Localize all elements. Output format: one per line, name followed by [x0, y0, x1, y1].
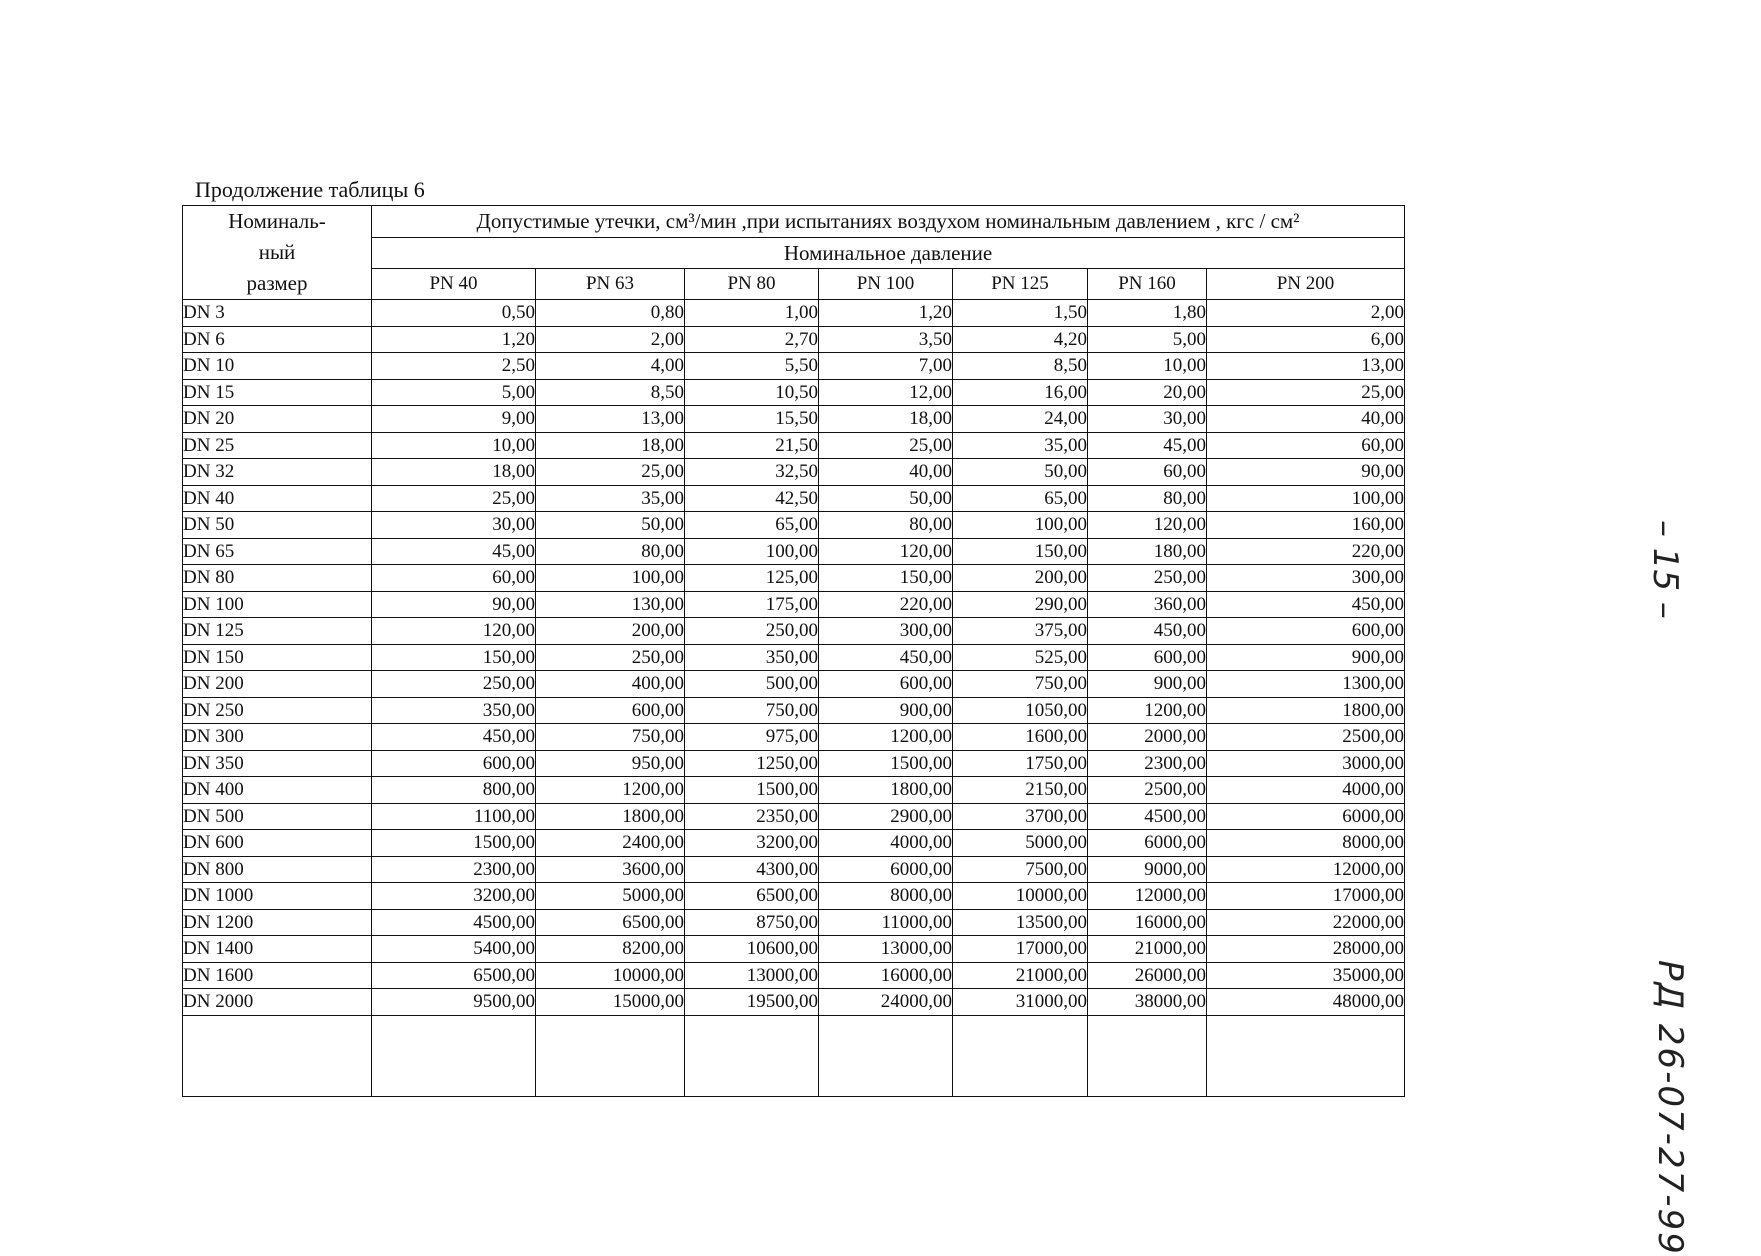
- table-row: [183, 644, 1405, 671]
- leakage-value-cell: 30,00: [372, 512, 536, 539]
- leakage-value-cell: 5400,00: [372, 936, 536, 963]
- leakage-value-cell: 400,00: [536, 671, 685, 698]
- leakage-value-cell: 1,20: [372, 326, 536, 353]
- table-row: [183, 353, 1405, 380]
- pn-column-header: PN 80: [685, 269, 819, 300]
- nominal-size-cell: DN 200: [183, 671, 372, 698]
- leakage-value-cell: 600,00: [372, 750, 536, 777]
- table-row: [183, 936, 1405, 963]
- table-row: [183, 777, 1405, 804]
- leakage-value-cell: 42,50: [685, 485, 819, 512]
- leakage-value-cell: 300,00: [1207, 565, 1405, 592]
- nominal-size-header: [183, 206, 372, 300]
- table-row: [183, 512, 1405, 539]
- leakage-value-cell: 180,00: [1088, 538, 1207, 565]
- leakage-value-cell: 16000,00: [819, 962, 953, 989]
- leakage-value-cell: 6,00: [1207, 326, 1405, 353]
- nominal-size-cell: DN 10: [183, 353, 372, 380]
- table-row: [183, 406, 1405, 433]
- nominal-size-header-line: Номиналь-: [228, 209, 326, 233]
- leakage-value-cell: 5000,00: [536, 883, 685, 910]
- leakage-value-cell: 48000,00: [1207, 989, 1405, 1016]
- nominal-size-cell: DN 400: [183, 777, 372, 804]
- leakage-value-cell: 40,00: [819, 459, 953, 486]
- leakage-value-cell: 8750,00: [685, 909, 819, 936]
- nominal-size-cell: DN 125: [183, 618, 372, 645]
- leakage-value-cell: 750,00: [953, 671, 1088, 698]
- nominal-size-cell: DN 1200: [183, 909, 372, 936]
- leakage-value-cell: 0,50: [372, 300, 536, 327]
- nominal-size-cell: DN 25: [183, 432, 372, 459]
- leakage-table: [182, 205, 1405, 1097]
- leakage-value-cell: 1300,00: [1207, 671, 1405, 698]
- document-code: РД 26-07-27-99: [1650, 960, 1690, 1256]
- leakage-value-cell: 31000,00: [953, 989, 1088, 1016]
- nominal-size-cell: DN 32: [183, 459, 372, 486]
- leakage-value-cell: 450,00: [819, 644, 953, 671]
- pn-column-header: PN 100: [819, 269, 953, 300]
- leakage-value-cell: 360,00: [1088, 591, 1207, 618]
- leakage-value-cell: 35,00: [536, 485, 685, 512]
- table-row: [183, 697, 1405, 724]
- table-row: [183, 459, 1405, 486]
- allowable-leakage-header: Допустимые утечки, см³/мин ,при испытаниях воздухом номинальным давлением , кгс / см²: [372, 206, 1405, 238]
- leakage-value-cell: 21,50: [685, 432, 819, 459]
- leakage-value-cell: 11000,00: [819, 909, 953, 936]
- pn-column-header: PN 63: [536, 269, 685, 300]
- leakage-value-cell: 3700,00: [953, 803, 1088, 830]
- leakage-value-cell: 3000,00: [1207, 750, 1405, 777]
- leakage-value-cell: 80,00: [536, 538, 685, 565]
- leakage-value-cell: 2300,00: [372, 856, 536, 883]
- leakage-value-cell: 3200,00: [372, 883, 536, 910]
- leakage-value-cell: 1,80: [1088, 300, 1207, 327]
- leakage-value-cell: 290,00: [953, 591, 1088, 618]
- leakage-value-cell: 350,00: [685, 644, 819, 671]
- empty-cell: [1207, 1015, 1405, 1096]
- nominal-size-cell: DN 40: [183, 485, 372, 512]
- table-row: [183, 565, 1405, 592]
- leakage-value-cell: 1800,00: [1207, 697, 1405, 724]
- table-row: [183, 883, 1405, 910]
- leakage-value-cell: 175,00: [685, 591, 819, 618]
- leakage-value-cell: 750,00: [685, 697, 819, 724]
- leakage-value-cell: 65,00: [953, 485, 1088, 512]
- leakage-value-cell: 5,00: [1088, 326, 1207, 353]
- leakage-value-cell: 15,50: [685, 406, 819, 433]
- leakage-value-cell: 1500,00: [819, 750, 953, 777]
- leakage-value-cell: 100,00: [1207, 485, 1405, 512]
- leakage-value-cell: 220,00: [819, 591, 953, 618]
- leakage-value-cell: 38000,00: [1088, 989, 1207, 1016]
- leakage-value-cell: 90,00: [1207, 459, 1405, 486]
- leakage-value-cell: 65,00: [685, 512, 819, 539]
- table-empty-row: [183, 1015, 1405, 1096]
- empty-cell: [953, 1015, 1088, 1096]
- leakage-value-cell: 1050,00: [953, 697, 1088, 724]
- leakage-value-cell: 1600,00: [953, 724, 1088, 751]
- leakage-value-cell: 25,00: [819, 432, 953, 459]
- leakage-value-cell: 1200,00: [819, 724, 953, 751]
- leakage-value-cell: 950,00: [536, 750, 685, 777]
- leakage-value-cell: 3,50: [819, 326, 953, 353]
- leakage-value-cell: 150,00: [953, 538, 1088, 565]
- leakage-value-cell: 4000,00: [1207, 777, 1405, 804]
- table-row: [183, 830, 1405, 857]
- leakage-value-cell: 15000,00: [536, 989, 685, 1016]
- leakage-value-cell: 2900,00: [819, 803, 953, 830]
- leakage-value-cell: 8,50: [953, 353, 1088, 380]
- leakage-value-cell: 17000,00: [953, 936, 1088, 963]
- leakage-value-cell: 1100,00: [372, 803, 536, 830]
- leakage-value-cell: 100,00: [536, 565, 685, 592]
- leakage-value-cell: 1200,00: [536, 777, 685, 804]
- leakage-value-cell: 525,00: [953, 644, 1088, 671]
- table-row: [183, 724, 1405, 751]
- leakage-value-cell: 8000,00: [1207, 830, 1405, 857]
- leakage-value-cell: 50,00: [953, 459, 1088, 486]
- nominal-size-cell: DN 50: [183, 512, 372, 539]
- leakage-value-cell: 900,00: [819, 697, 953, 724]
- leakage-value-cell: 12,00: [819, 379, 953, 406]
- leakage-value-cell: 450,00: [1207, 591, 1405, 618]
- leakage-value-cell: 150,00: [819, 565, 953, 592]
- leakage-value-cell: 45,00: [372, 538, 536, 565]
- leakage-value-cell: 120,00: [819, 538, 953, 565]
- leakage-value-cell: 375,00: [953, 618, 1088, 645]
- leakage-value-cell: 2400,00: [536, 830, 685, 857]
- leakage-value-cell: 24000,00: [819, 989, 953, 1016]
- leakage-value-cell: 6000,00: [819, 856, 953, 883]
- nominal-size-cell: DN 15: [183, 379, 372, 406]
- leakage-value-cell: 10,00: [1088, 353, 1207, 380]
- leakage-value-cell: 600,00: [1088, 644, 1207, 671]
- leakage-value-cell: 26000,00: [1088, 962, 1207, 989]
- table-row: [183, 591, 1405, 618]
- leakage-value-cell: 22000,00: [1207, 909, 1405, 936]
- leakage-value-cell: 1250,00: [685, 750, 819, 777]
- pn-column-header: PN 200: [1207, 269, 1405, 300]
- leakage-value-cell: 2,70: [685, 326, 819, 353]
- leakage-value-cell: 9500,00: [372, 989, 536, 1016]
- table-body: [183, 300, 1405, 1097]
- leakage-value-cell: 25,00: [536, 459, 685, 486]
- nominal-size-cell: DN 1000: [183, 883, 372, 910]
- table-row: [183, 856, 1405, 883]
- leakage-value-cell: 600,00: [1207, 618, 1405, 645]
- nominal-size-cell: DN 250: [183, 697, 372, 724]
- leakage-value-cell: 80,00: [1088, 485, 1207, 512]
- pn-column-header: PN 40: [372, 269, 536, 300]
- leakage-value-cell: 6500,00: [372, 962, 536, 989]
- leakage-value-cell: 7,00: [819, 353, 953, 380]
- leakage-value-cell: 60,00: [1207, 432, 1405, 459]
- leakage-value-cell: 28000,00: [1207, 936, 1405, 963]
- leakage-value-cell: 60,00: [1088, 459, 1207, 486]
- table-row: [183, 485, 1405, 512]
- leakage-value-cell: 45,00: [1088, 432, 1207, 459]
- leakage-value-cell: 0,80: [536, 300, 685, 327]
- table-row: [183, 989, 1405, 1016]
- leakage-value-cell: 4300,00: [685, 856, 819, 883]
- empty-cell: [372, 1015, 536, 1096]
- leakage-value-cell: 25,00: [372, 485, 536, 512]
- table-row: [183, 803, 1405, 830]
- nominal-size-cell: DN 2000: [183, 989, 372, 1016]
- leakage-value-cell: 10000,00: [536, 962, 685, 989]
- leakage-value-cell: 4500,00: [1088, 803, 1207, 830]
- nominal-size-cell: DN 1600: [183, 962, 372, 989]
- leakage-value-cell: 150,00: [372, 644, 536, 671]
- leakage-value-cell: 90,00: [372, 591, 536, 618]
- leakage-value-cell: 125,00: [685, 565, 819, 592]
- leakage-value-cell: 6000,00: [1207, 803, 1405, 830]
- leakage-value-cell: 10600,00: [685, 936, 819, 963]
- leakage-value-cell: 100,00: [685, 538, 819, 565]
- table-row: [183, 618, 1405, 645]
- leakage-value-cell: 24,00: [953, 406, 1088, 433]
- leakage-value-cell: 8000,00: [819, 883, 953, 910]
- leakage-value-cell: 200,00: [953, 565, 1088, 592]
- leakage-value-cell: 80,00: [819, 512, 953, 539]
- leakage-value-cell: 2500,00: [1088, 777, 1207, 804]
- leakage-value-cell: 2,50: [372, 353, 536, 380]
- leakage-value-cell: 40,00: [1207, 406, 1405, 433]
- empty-cell: [1088, 1015, 1207, 1096]
- nominal-size-cell: DN 500: [183, 803, 372, 830]
- leakage-value-cell: 13000,00: [685, 962, 819, 989]
- nominal-size-cell: DN 65: [183, 538, 372, 565]
- leakage-value-cell: 900,00: [1207, 644, 1405, 671]
- leakage-value-cell: 3600,00: [536, 856, 685, 883]
- leakage-value-cell: 16,00: [953, 379, 1088, 406]
- leakage-value-cell: 10,50: [685, 379, 819, 406]
- leakage-value-cell: 1,00: [685, 300, 819, 327]
- leakage-value-cell: 1750,00: [953, 750, 1088, 777]
- leakage-value-cell: 10000,00: [953, 883, 1088, 910]
- leakage-value-cell: 60,00: [372, 565, 536, 592]
- table-row: [183, 671, 1405, 698]
- leakage-value-cell: 250,00: [536, 644, 685, 671]
- leakage-value-cell: 19500,00: [685, 989, 819, 1016]
- leakage-value-cell: 30,00: [1088, 406, 1207, 433]
- leakage-value-cell: 600,00: [819, 671, 953, 698]
- leakage-value-cell: 250,00: [685, 618, 819, 645]
- leakage-value-cell: 2,00: [536, 326, 685, 353]
- leakage-value-cell: 50,00: [536, 512, 685, 539]
- table-row: [183, 326, 1405, 353]
- nominal-size-header-line: ный: [258, 240, 296, 264]
- nominal-size-cell: DN 6: [183, 326, 372, 353]
- leakage-value-cell: 900,00: [1088, 671, 1207, 698]
- leakage-value-cell: 1,50: [953, 300, 1088, 327]
- leakage-value-cell: 8,50: [536, 379, 685, 406]
- leakage-value-cell: 32,50: [685, 459, 819, 486]
- table-row: [183, 538, 1405, 565]
- leakage-value-cell: 2150,00: [953, 777, 1088, 804]
- empty-cell: [819, 1015, 953, 1096]
- leakage-value-cell: 4000,00: [819, 830, 953, 857]
- leakage-value-cell: 100,00: [953, 512, 1088, 539]
- table-row: [183, 750, 1405, 777]
- leakage-value-cell: 500,00: [685, 671, 819, 698]
- leakage-value-cell: 1800,00: [819, 777, 953, 804]
- leakage-value-cell: 25,00: [1207, 379, 1405, 406]
- leakage-value-cell: 200,00: [536, 618, 685, 645]
- pn-column-header: PN 160: [1088, 269, 1207, 300]
- nominal-size-cell: DN 350: [183, 750, 372, 777]
- nominal-size-cell: DN 300: [183, 724, 372, 751]
- table-row: [183, 432, 1405, 459]
- leakage-value-cell: 1,20: [819, 300, 953, 327]
- leakage-value-cell: 21000,00: [1088, 936, 1207, 963]
- leakage-value-cell: 9,00: [372, 406, 536, 433]
- leakage-value-cell: 250,00: [1088, 565, 1207, 592]
- leakage-value-cell: 5,50: [685, 353, 819, 380]
- leakage-value-cell: 5000,00: [953, 830, 1088, 857]
- leakage-value-cell: 6500,00: [536, 909, 685, 936]
- leakage-value-cell: 13,00: [536, 406, 685, 433]
- table-row: [183, 909, 1405, 936]
- leakage-value-cell: 750,00: [536, 724, 685, 751]
- nominal-size-cell: DN 800: [183, 856, 372, 883]
- table-row: [183, 300, 1405, 327]
- leakage-value-cell: 35,00: [953, 432, 1088, 459]
- empty-cell: [183, 1015, 372, 1096]
- leakage-value-cell: 2000,00: [1088, 724, 1207, 751]
- leakage-value-cell: 17000,00: [1207, 883, 1405, 910]
- leakage-value-cell: 2,00: [1207, 300, 1405, 327]
- leakage-value-cell: 1500,00: [685, 777, 819, 804]
- leakage-value-cell: 2300,00: [1088, 750, 1207, 777]
- leakage-value-cell: 16000,00: [1088, 909, 1207, 936]
- leakage-value-cell: 975,00: [685, 724, 819, 751]
- leakage-value-cell: 8200,00: [536, 936, 685, 963]
- leakage-value-cell: 12000,00: [1088, 883, 1207, 910]
- leakage-value-cell: 250,00: [372, 671, 536, 698]
- leakage-value-cell: 20,00: [1088, 379, 1207, 406]
- leakage-value-cell: 13000,00: [819, 936, 953, 963]
- table-row: [183, 379, 1405, 406]
- leakage-value-cell: 220,00: [1207, 538, 1405, 565]
- leakage-value-cell: 120,00: [1088, 512, 1207, 539]
- leakage-value-cell: 350,00: [372, 697, 536, 724]
- leakage-value-cell: 3200,00: [685, 830, 819, 857]
- leakage-value-cell: 12000,00: [1207, 856, 1405, 883]
- leakage-value-cell: 6500,00: [685, 883, 819, 910]
- leakage-value-cell: 13500,00: [953, 909, 1088, 936]
- nominal-size-cell: DN 600: [183, 830, 372, 857]
- nominal-size-header-line: размер: [246, 271, 308, 295]
- leakage-value-cell: 18,00: [819, 406, 953, 433]
- page-number: – 15 –: [1645, 520, 1685, 619]
- leakage-value-cell: 160,00: [1207, 512, 1405, 539]
- leakage-value-cell: 18,00: [536, 432, 685, 459]
- leakage-value-cell: 130,00: [536, 591, 685, 618]
- nominal-size-cell: DN 1400: [183, 936, 372, 963]
- pn-column-header: PN 125: [953, 269, 1088, 300]
- table-row: [183, 962, 1405, 989]
- leakage-value-cell: 7500,00: [953, 856, 1088, 883]
- leakage-value-cell: 450,00: [372, 724, 536, 751]
- leakage-value-cell: 6000,00: [1088, 830, 1207, 857]
- nominal-size-cell: DN 100: [183, 591, 372, 618]
- leakage-value-cell: 300,00: [819, 618, 953, 645]
- nominal-pressure-header: Номинальное давление: [372, 237, 1405, 269]
- leakage-value-cell: 18,00: [372, 459, 536, 486]
- leakage-value-cell: 10,00: [372, 432, 536, 459]
- leakage-value-cell: 4,00: [536, 353, 685, 380]
- leakage-value-cell: 9000,00: [1088, 856, 1207, 883]
- leakage-value-cell: 4,20: [953, 326, 1088, 353]
- leakage-value-cell: 5,00: [372, 379, 536, 406]
- leakage-value-cell: 1200,00: [1088, 697, 1207, 724]
- leakage-value-cell: 600,00: [536, 697, 685, 724]
- leakage-value-cell: 2500,00: [1207, 724, 1405, 751]
- leakage-value-cell: 120,00: [372, 618, 536, 645]
- leakage-value-cell: 1800,00: [536, 803, 685, 830]
- nominal-size-cell: DN 150: [183, 644, 372, 671]
- empty-cell: [536, 1015, 685, 1096]
- leakage-value-cell: 1500,00: [372, 830, 536, 857]
- nominal-size-cell: DN 80: [183, 565, 372, 592]
- leakage-value-cell: 21000,00: [953, 962, 1088, 989]
- leakage-value-cell: 4500,00: [372, 909, 536, 936]
- empty-cell: [685, 1015, 819, 1096]
- leakage-value-cell: 35000,00: [1207, 962, 1405, 989]
- nominal-size-cell: DN 20: [183, 406, 372, 433]
- nominal-size-cell: DN 3: [183, 300, 372, 327]
- table-caption: Продолжение таблицы 6: [195, 177, 425, 202]
- leakage-value-cell: 450,00: [1088, 618, 1207, 645]
- leakage-value-cell: 800,00: [372, 777, 536, 804]
- leakage-value-cell: 2350,00: [685, 803, 819, 830]
- leakage-value-cell: 50,00: [819, 485, 953, 512]
- leakage-value-cell: 13,00: [1207, 353, 1405, 380]
